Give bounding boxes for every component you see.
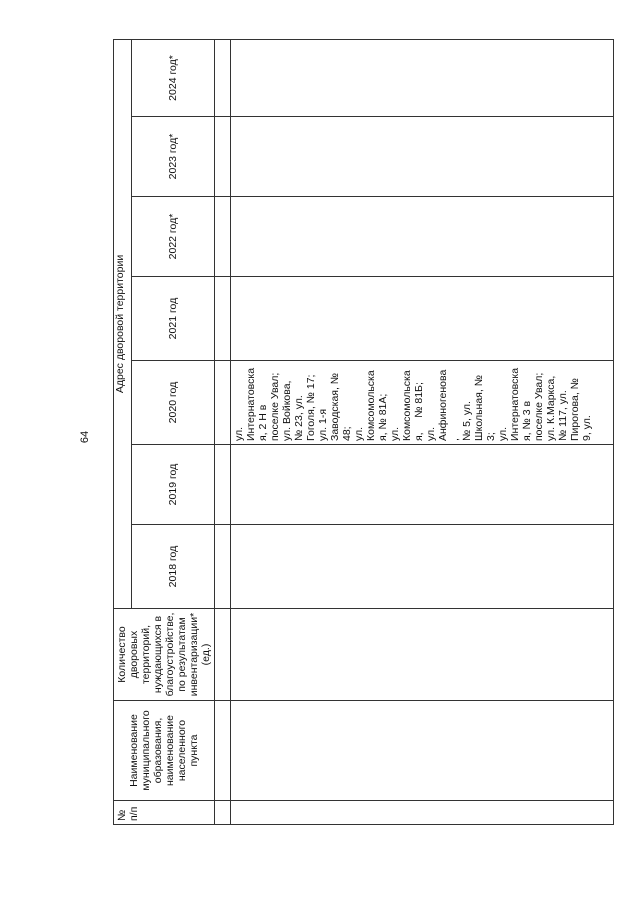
table-cell <box>231 701 614 801</box>
address-line: Анфиногенова <box>437 369 449 441</box>
municipality-header: Наименование муниципального образования, наименование населенного пункта <box>114 701 215 801</box>
table-cell <box>231 39 614 116</box>
address-line: Интернатовска <box>509 367 521 441</box>
table-cell <box>215 445 231 525</box>
table-cell <box>215 277 231 361</box>
table-cell <box>215 525 231 609</box>
year-header-2021: 2021 год <box>132 277 215 361</box>
year-header-2022: 2022 год* <box>132 197 215 277</box>
address-group-header: Адрес дворовой территории <box>114 39 132 608</box>
year-header-2024: 2024 год* <box>132 39 215 116</box>
number-header: № п/п <box>114 801 215 825</box>
table-cell <box>215 117 231 197</box>
address-line: ул. Войкова, <box>281 380 293 441</box>
count-header: Количество дворовых территорий, нуждающихся в благоустройстве, по результатам инвентаризации* (ед.) <box>114 609 215 701</box>
rotated-table <box>113 40 596 825</box>
address-line: ул. <box>425 426 437 441</box>
table-cell <box>231 609 614 701</box>
address-2020-cell <box>231 361 614 445</box>
address-line: ул. 1-я <box>317 408 329 441</box>
address-line: № 23, ул. <box>293 395 305 441</box>
address-line: Школьная, № <box>473 375 485 441</box>
table-cell <box>215 39 231 116</box>
page-number: 64 <box>79 430 91 444</box>
table-cell <box>215 801 231 825</box>
table-cell <box>231 445 614 525</box>
address-line: № 117, ул. <box>557 390 569 441</box>
address-line: поселке Увал; <box>533 372 545 441</box>
header-row-top <box>114 39 132 824</box>
table-cell <box>231 525 614 609</box>
address-line: Гоголя, № 17; <box>305 374 317 441</box>
address-line: Интернатовска <box>245 367 257 441</box>
address-line: ул. К.Маркса, <box>545 375 557 441</box>
table-cell <box>231 197 614 277</box>
address-line: 3; <box>485 432 497 441</box>
address-line: я, № 81Б; <box>413 382 425 441</box>
address-line: я, № 3 в <box>521 400 533 441</box>
table-cell <box>231 801 614 825</box>
address-line: Комсомольска <box>365 370 377 441</box>
address-line: ул. <box>233 426 245 441</box>
address-line: Заводская, № <box>329 372 341 441</box>
table-cell <box>215 609 231 701</box>
table-cell <box>231 277 614 361</box>
year-header-2018: 2018 год <box>132 525 215 609</box>
table-cell <box>215 361 231 445</box>
table-cell <box>215 197 231 277</box>
address-line: ул. <box>497 426 509 441</box>
address-line: ул. <box>389 426 401 441</box>
year-header-2019: 2019 год <box>132 445 215 525</box>
address-line: Комсомольска <box>401 370 413 441</box>
yard-territories-table <box>113 39 614 825</box>
address-line: Пирогова, № <box>569 378 581 441</box>
address-line: я, 2 Н в <box>257 404 269 441</box>
table-cell <box>231 117 614 197</box>
table-cell <box>215 701 231 801</box>
year-header-2023: 2023 год* <box>132 117 215 197</box>
year-header-2020: 2020 год <box>132 361 215 445</box>
address-line: , <box>449 438 461 441</box>
address-line: № 5, ул. <box>461 401 473 441</box>
rotated-table-container <box>113 40 596 825</box>
address-line: 48; <box>341 426 353 441</box>
blank-row <box>215 39 231 824</box>
address-line: поселке Увал; <box>269 372 281 441</box>
address-line: я, № 81А; <box>377 393 389 441</box>
address-line: ул. <box>353 426 365 441</box>
data-row <box>231 39 614 824</box>
address-line: 9, ул. <box>581 415 593 441</box>
